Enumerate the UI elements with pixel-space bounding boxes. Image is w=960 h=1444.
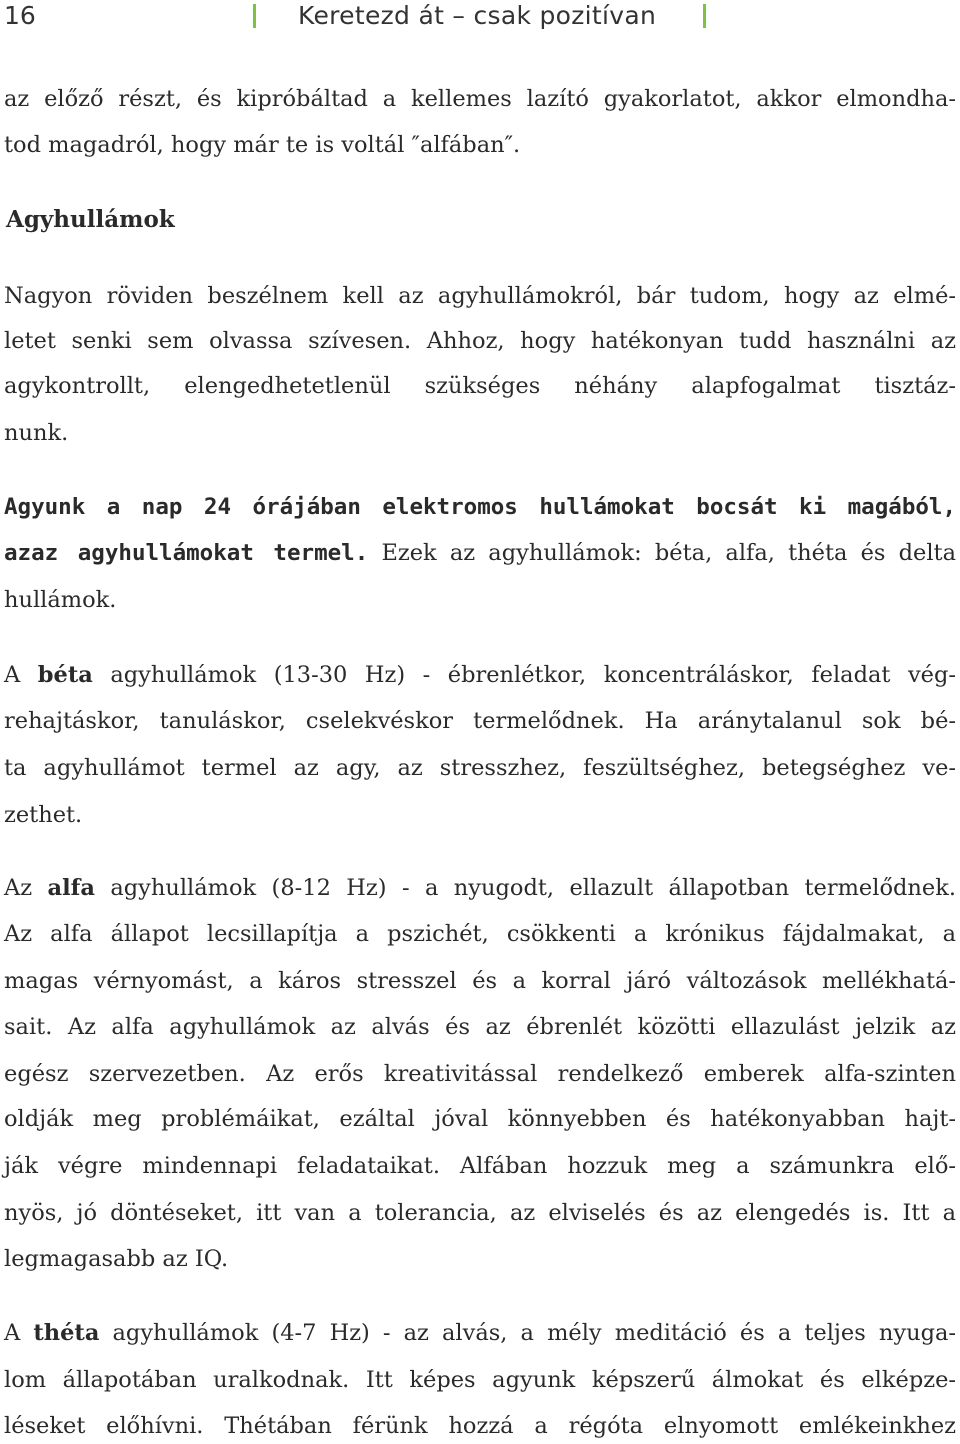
term-beta: béta [37, 662, 93, 688]
text-line [4, 538, 956, 568]
running-header [0, 0, 960, 36]
text-span: agyhullámok (13-30 Hz) - ébrenlétkor, koncentráláskor, feladat vég- [92, 662, 956, 688]
text-line: legmagasabb az IQ. [4, 1246, 229, 1272]
header-divider-right [703, 4, 706, 28]
emphasis-text: azaz agyhullámokat termel. [4, 540, 369, 566]
text-line: Nagyon röviden beszélnem kell az agyhullámokról, bár tudom, hogy az elmé- [4, 283, 956, 309]
text-line: oldják meg problémáikat, ezáltal jóval könnyebben és hatékonyabban hajt- [4, 1106, 956, 1132]
text-line: letet senki sem olvassa szívesen. Ahhoz, hogy hatékonyan tudd használni az [4, 328, 956, 354]
text-line: az előző részt, és kipróbáltad a kellemes lazító gyakorlatot, akkor elmondha- [4, 86, 956, 112]
text-line: hullámok. [4, 587, 117, 613]
text-line [4, 660, 956, 690]
text-span: agyhullámok (4-7 Hz) - az alvás, a mély meditáció és a teljes nyuga- [99, 1320, 956, 1346]
term-theta: théta [33, 1320, 100, 1346]
text-line: agykontrollt, elengedhetetlenül szükséges néhány alapfogalmat tisztáz- [4, 373, 956, 399]
text-line: tod magadról, hogy már te is voltál ″alfában″. [4, 132, 521, 158]
text-line: sait. Az alfa agyhullámok az alvás és az ébrenlét közötti ellazulást jelzik az [4, 1014, 956, 1040]
text-line: egész szervezetben. Az erős kreativitással rendelkező emberek alfa-szinten [4, 1061, 956, 1087]
text-line: ta agyhullámot termel az agy, az stresszhez, feszültséghez, betegséghez ve- [4, 755, 956, 781]
text-line: nyös, jó döntéseket, itt van a tolerancia, az elviselés és az elengedés is. Itt a [4, 1200, 956, 1226]
text-span: agyhullámok (8-12 Hz) - a nyugodt, ellazult állapotban termelődnek. [94, 875, 956, 901]
text-line [4, 492, 956, 522]
text-span: Ezek az agyhullámok: béta, alfa, théta és delta [368, 540, 956, 566]
text-span: Az [4, 875, 48, 901]
text-line [4, 873, 956, 903]
text-line: lom állapotában uralkodnak. Itt képes agyunk képszerű álmokat és elképze- [4, 1367, 956, 1393]
text-span: A [4, 1320, 34, 1346]
chapter-title: Keretezd át – csak pozitívan [298, 1, 657, 30]
emphasis-text: Agyunk a nap 24 órájában elektromos hullámokat bocsát ki magából, [4, 494, 956, 520]
page-number: 16 [4, 1, 36, 30]
text-line [4, 1318, 956, 1348]
term-alfa: alfa [47, 875, 95, 901]
text-line: magas vérnyomást, a káros stresszel és a korral járó változások mellékhatá- [4, 968, 956, 994]
text-line: rehajtáskor, tanuláskor, cselekvéskor termelődnek. Ha aránytalanul sok bé- [4, 708, 956, 734]
text-line: Az alfa állapot lecsillapítja a pszichét, csökkenti a krónikus fájdalmakat, a [4, 921, 956, 947]
header-divider-left [253, 4, 256, 28]
text-span: A [4, 662, 38, 688]
text-line: ják végre mindennapi feladataikat. Alfában hozzuk meg a számunkra elő- [4, 1153, 956, 1179]
text-line: nunk. [4, 420, 69, 446]
text-line: zethet. [4, 802, 83, 828]
section-heading: Agyhullámok [6, 206, 175, 233]
text-line: léseket előhívni. Thétában férünk hozzá a régóta elnyomott emlékeinkhez [4, 1413, 956, 1439]
